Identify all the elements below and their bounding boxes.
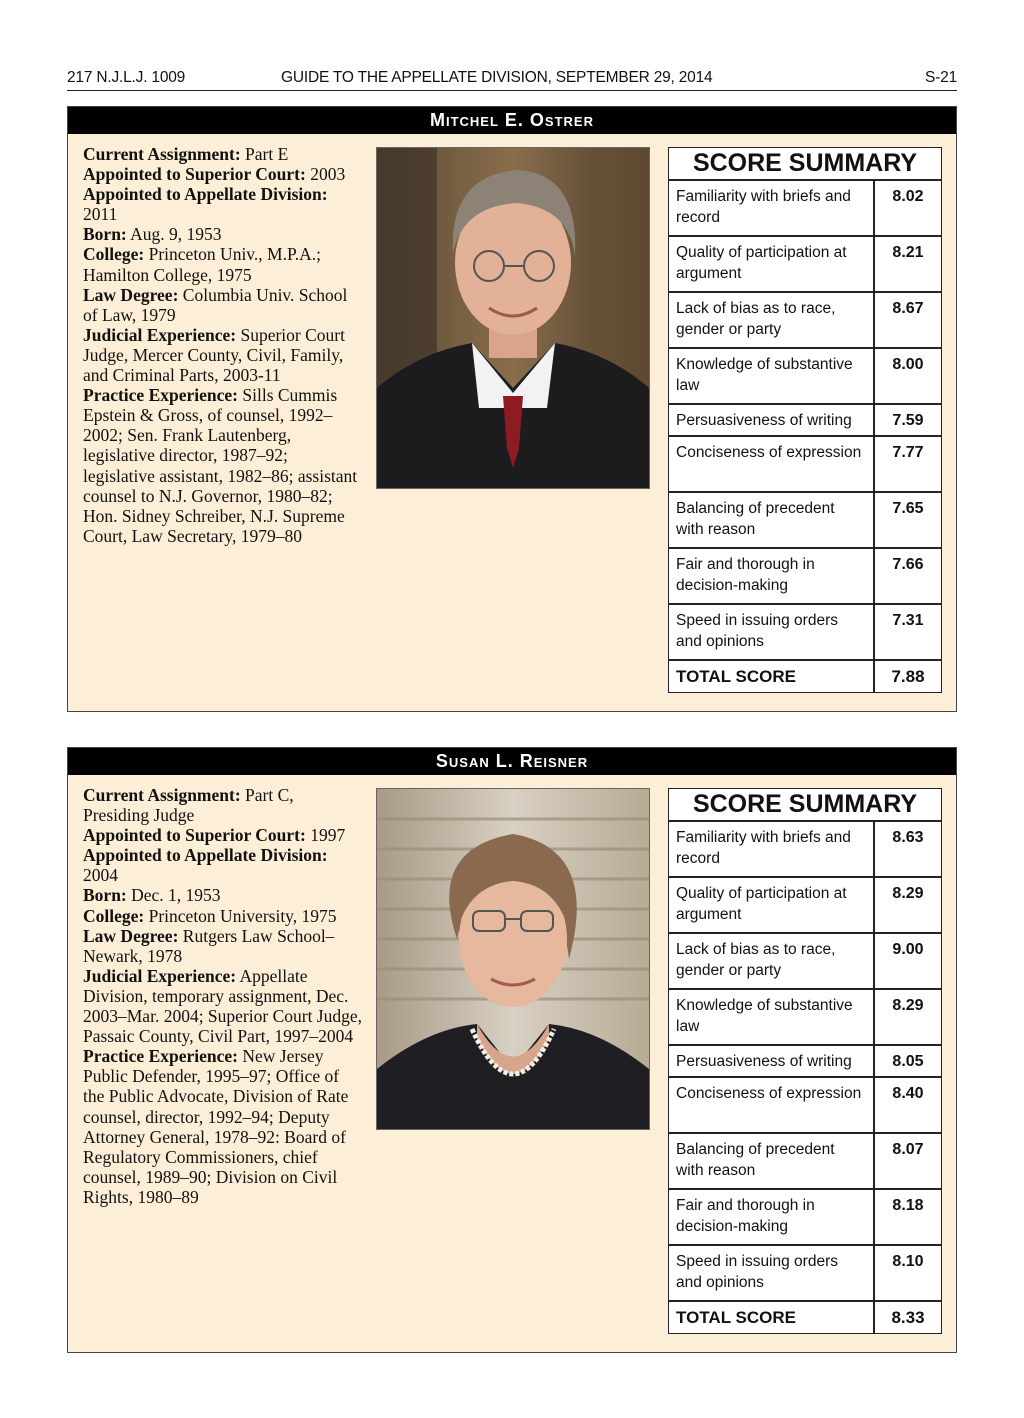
judge-card: [67, 747, 957, 1353]
score-label: Balancing of precedent with reason: [676, 500, 835, 538]
bio-label: Law Degree:: [83, 925, 179, 946]
bio-value: Princeton University, 1975: [144, 905, 337, 926]
bio-value: 1997: [305, 825, 346, 846]
score-summary: [668, 147, 942, 693]
bio-label: Appointed to Superior Court:: [83, 825, 306, 846]
bio-label: Appointed to Appellate Division:: [83, 845, 328, 866]
score-value: 8.07: [892, 1141, 924, 1158]
score-label: Fair and thorough in decision-making: [676, 1197, 815, 1235]
score-value: 8.02: [892, 188, 924, 205]
score-value: 7.88: [891, 667, 925, 686]
judge-name: Susan L. Reisner: [68, 748, 956, 775]
score-label: TOTAL SCORE: [676, 1308, 796, 1327]
score-value: 8.10: [892, 1253, 924, 1270]
bio-entry: [83, 885, 363, 905]
bio-entry: [83, 385, 363, 546]
score-value: 9.00: [892, 941, 924, 958]
bio-label: Law Degree:: [83, 284, 179, 305]
bio-value: 2004: [83, 865, 118, 886]
score-value: 8.29: [892, 997, 924, 1014]
judge-bio: [83, 144, 363, 546]
score-value: 8.63: [892, 829, 924, 846]
score-row: [669, 1134, 941, 1190]
score-value: 7.77: [892, 444, 924, 461]
bio-entry: [83, 224, 363, 244]
total-score-row: [669, 661, 941, 692]
bio-label: College:: [83, 244, 145, 265]
bio-entry: [83, 785, 363, 825]
bio-label: Judicial Experience:: [83, 965, 237, 986]
bio-label: Practice Experience:: [83, 1046, 238, 1067]
judge-photo: [376, 147, 650, 489]
bio-entry: [83, 285, 363, 325]
bio-label: Born:: [83, 885, 127, 906]
score-row: [669, 237, 941, 293]
score-label: Speed in issuing orders and opinions: [676, 612, 838, 650]
bio-label: Practice Experience:: [83, 385, 238, 406]
score-label: Persuasiveness of writing: [676, 412, 852, 429]
score-label: Balancing of precedent with reason: [676, 1141, 835, 1179]
score-row: [669, 549, 941, 605]
score-row: [669, 293, 941, 349]
score-label: Persuasiveness of writing: [676, 1053, 852, 1070]
total-score-row: [669, 1302, 941, 1333]
score-row: [669, 605, 941, 661]
bio-label: College:: [83, 905, 145, 926]
score-summary: [668, 788, 942, 1334]
bio-value: Part C, Presiding Judge: [83, 785, 294, 826]
bio-label: Current Assignment:: [83, 144, 241, 164]
score-value: 8.21: [892, 244, 924, 261]
score-value: 7.31: [892, 612, 924, 629]
score-row: [669, 349, 941, 405]
score-value: 8.67: [892, 300, 924, 317]
bio-entry: [83, 164, 363, 184]
judge-bio: [83, 785, 363, 1207]
score-label: Knowledge of substantive law: [676, 997, 853, 1035]
score-row: [669, 990, 941, 1046]
score-row: [669, 493, 941, 549]
bio-label: Appointed to Superior Court:: [83, 164, 306, 185]
score-value: 8.00: [892, 356, 924, 373]
score-row: [669, 181, 941, 237]
bio-value: Columbia Univ. School of Law, 1979: [83, 284, 348, 325]
bio-value: Princeton Univ., M.P.A.; Hamilton College, 1975: [83, 244, 322, 285]
score-label: Lack of bias as to race, gender or party: [676, 941, 836, 979]
score-summary-title: SCORE SUMMARY: [669, 148, 941, 181]
bio-label: Current Assignment:: [83, 785, 241, 805]
score-row: [669, 1246, 941, 1302]
bio-value: New Jersey Public Defender, 1995–97; Office of the Public Advocate, Division of Rate counsel, director, 1992–94; Deputy Attorney General, 1978–92: Board of Regulatory Commissioners, chief counsel, 1989–90; Division on Civil Rights, 1980–89: [83, 1046, 349, 1207]
bio-entry: [83, 825, 363, 845]
publication-title: GUIDE TO THE APPELLATE DIVISION, SEPTEMBER 29, 2014: [281, 69, 713, 86]
bio-value: Rutgers Law School–Newark, 1978: [83, 925, 335, 966]
bio-entry: [83, 325, 363, 385]
bio-entry: [83, 966, 363, 1046]
score-label: Quality of participation at argument: [676, 885, 847, 923]
score-row: [669, 1046, 941, 1078]
score-label: Familiarity with briefs and record: [676, 188, 851, 226]
bio-entry: [83, 1046, 363, 1207]
score-label: TOTAL SCORE: [676, 667, 796, 686]
bio-value: Aug. 9, 1953: [126, 224, 222, 245]
citation: 217 N.J.L.J. 1009: [67, 69, 186, 86]
bio-value: 2011: [83, 204, 118, 225]
score-label: Quality of participation at argument: [676, 244, 847, 282]
score-value: 8.18: [892, 1197, 924, 1214]
score-label: Speed in issuing orders and opinions: [676, 1253, 838, 1291]
bio-value: Superior Court Judge, Mercer County, Civil, Family, and Criminal Parts, 2003-11: [83, 324, 345, 386]
bio-entry: [83, 244, 363, 284]
bio-entry: [83, 144, 363, 164]
score-label: Conciseness of expression: [676, 1085, 862, 1102]
score-value: 8.29: [892, 885, 924, 902]
bio-label: Judicial Experience:: [83, 324, 237, 345]
score-summary-title: SCORE SUMMARY: [669, 789, 941, 822]
score-label: Lack of bias as to race, gender or party: [676, 300, 836, 338]
score-row: [669, 437, 941, 493]
score-value: 8.05: [892, 1053, 924, 1070]
score-label: Fair and thorough in decision-making: [676, 556, 815, 594]
score-row: [669, 822, 941, 878]
page-header: [67, 66, 957, 91]
score-value: 7.59: [892, 412, 924, 429]
score-label: Knowledge of substantive law: [676, 356, 853, 394]
bio-value: Dec. 1, 1953: [126, 885, 221, 906]
bio-entry: [83, 906, 363, 926]
bio-value: Appellate Division, temporary assignment, Dec. 2003–Mar. 2004; Superior Court Judge, Passaic County, Civil Part, 1997–2004: [83, 965, 363, 1047]
bio-value: 2003: [305, 164, 346, 185]
bio-label: Appointed to Appellate Division:: [83, 184, 328, 205]
page-number: S-21: [925, 69, 957, 86]
judge-name: Mitchel E. Ostrer: [68, 107, 956, 134]
score-value: 7.66: [892, 556, 924, 573]
bio-entry: [83, 926, 363, 966]
score-value: 8.40: [892, 1085, 924, 1102]
score-label: Familiarity with briefs and record: [676, 829, 851, 867]
score-row: [669, 934, 941, 990]
score-value: 7.65: [892, 500, 924, 517]
bio-entry: [83, 845, 363, 885]
score-label: Conciseness of expression: [676, 444, 862, 461]
bio-value: Part E: [240, 144, 289, 164]
score-row: [669, 1078, 941, 1134]
bio-value: Sills Cummis Epstein & Gross, of counsel, 1992–2002; Sen. Frank Lautenberg, legislative director, 1987–92; legislative assistant, 1982–86; assistant counsel to N.J. Governor, 1980–82; Hon. Sidney Schreiber, N.J. Supreme Court, Law Secretary, 1979–80: [83, 385, 358, 546]
score-value: 8.33: [891, 1308, 925, 1327]
score-row: [669, 1190, 941, 1246]
score-row: [669, 878, 941, 934]
bio-entry: [83, 184, 363, 224]
judge-photo: [376, 788, 650, 1130]
bio-label: Born:: [83, 224, 127, 245]
score-row: [669, 405, 941, 437]
judge-card: [67, 106, 957, 712]
